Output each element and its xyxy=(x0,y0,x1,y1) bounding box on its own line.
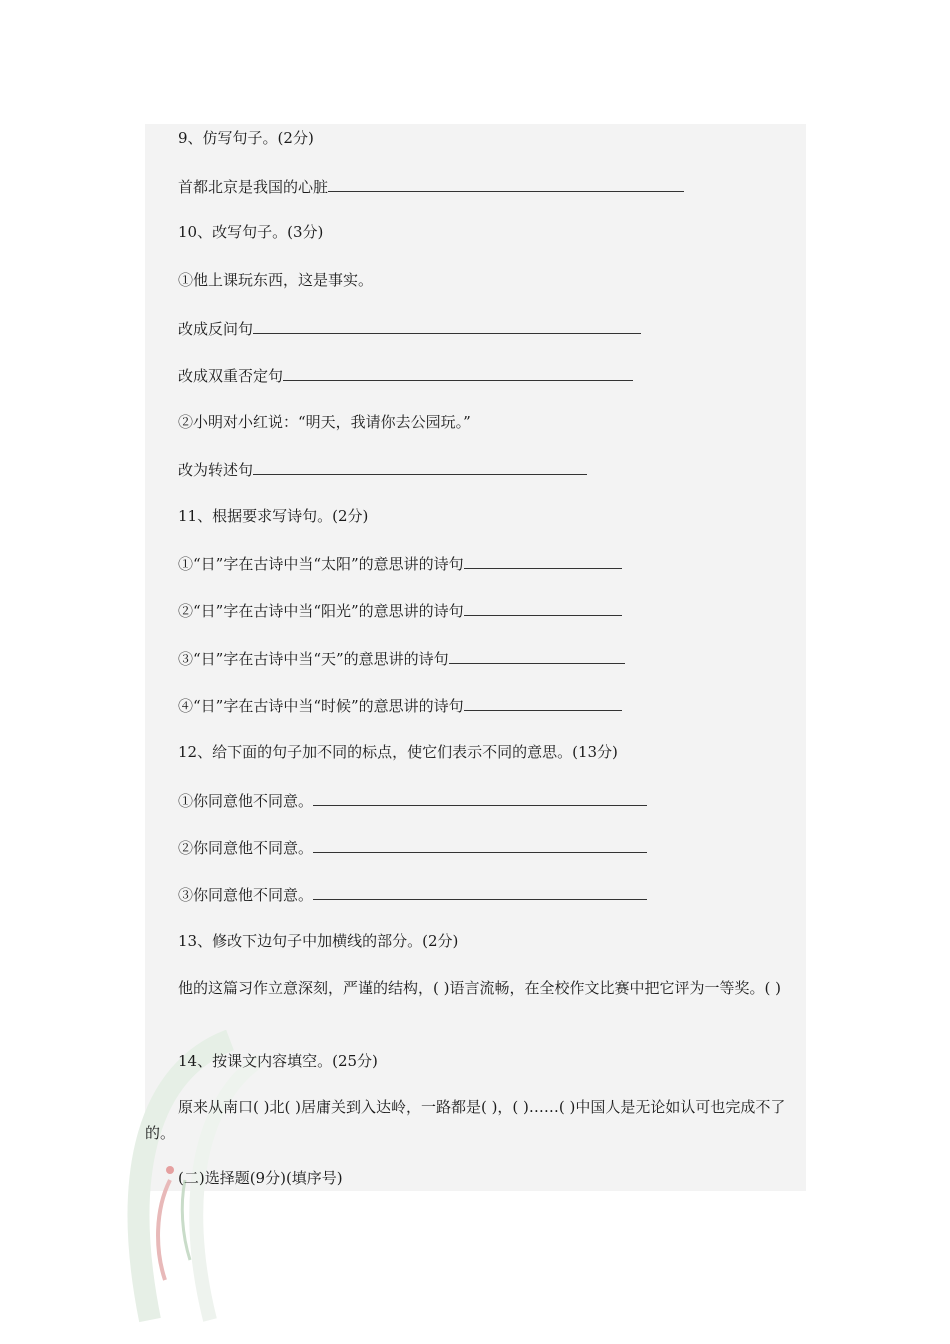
q9-answer-blank[interactable] xyxy=(328,176,684,192)
q12-item-1 xyxy=(178,790,647,811)
q12-item-1-text: ①你同意他不同意。 xyxy=(178,792,314,810)
q10-c-blank[interactable] xyxy=(253,459,587,475)
q10-b-line xyxy=(178,365,633,386)
q10-a-label: 改成反问句 xyxy=(178,320,254,338)
q11-item-2-text: ②“日”字在古诗中当“阳光”的意思讲的诗句 xyxy=(178,602,464,620)
q12-item-3-blank[interactable] xyxy=(313,884,647,900)
q9-prompt-line xyxy=(178,176,684,197)
q11-item-3-blank[interactable] xyxy=(449,648,625,664)
q10-title: 10、改写句子。(3分) xyxy=(178,223,324,241)
q11-item-1 xyxy=(178,553,622,574)
q12-item-3-text: ③你同意他不同意。 xyxy=(178,886,314,904)
q13-text: 他的这篇习作立意深刻，严谨的结构，( )语言流畅，在全校作文比赛中把它评为一等奖。( ) xyxy=(178,979,781,997)
q10-sentence-2: ②小明对小红说：“明天，我请你去公园玩。” xyxy=(178,413,471,431)
q10-b-blank[interactable] xyxy=(283,365,633,381)
q12-item-3 xyxy=(178,884,647,905)
q10-c-label: 改为转述句 xyxy=(178,461,254,479)
q12-item-2 xyxy=(178,837,647,858)
q14-title: 14、按课文内容填空。(25分) xyxy=(178,1052,378,1070)
q11-title: 11、根据要求写诗句。(2分) xyxy=(178,507,369,525)
q12-title: 12、给下面的句子加不同的标点，使它们表示不同的意思。(13分) xyxy=(178,743,618,761)
q10-sentence-1: ①他上课玩东西，这是事实。 xyxy=(178,271,374,289)
q10-b-label: 改成双重否定句 xyxy=(178,367,284,385)
q10-a-line xyxy=(178,318,641,339)
q9-prompt: 首都北京是我国的心脏 xyxy=(178,178,329,196)
q12-item-2-blank[interactable] xyxy=(313,837,647,853)
q11-item-4-text: ④“日”字在古诗中当“时候”的意思讲的诗句 xyxy=(178,697,464,715)
q11-item-4-blank[interactable] xyxy=(464,695,622,711)
q11-item-3-text: ③“日”字在古诗中当“天”的意思讲的诗句 xyxy=(178,650,449,668)
q11-item-2-blank[interactable] xyxy=(464,600,622,616)
q14-text: 原来从南口( )北( )居庸关到入达岭，一路都是( )，( )……( )中国人是无论如认可也完成不了的。 xyxy=(145,1098,786,1142)
q11-item-1-blank[interactable] xyxy=(464,553,622,569)
q11-item-3 xyxy=(178,648,625,669)
q10-a-blank[interactable] xyxy=(253,318,641,334)
q12-item-2-text: ②你同意他不同意。 xyxy=(178,839,314,857)
q11-item-2 xyxy=(178,600,622,621)
q11-item-4 xyxy=(178,695,622,716)
q10-c-line xyxy=(178,459,587,480)
q11-item-1-text: ①“日”字在古诗中当“太阳”的意思讲的诗句 xyxy=(178,555,464,573)
section2-title: (二)选择题(9分)(填序号) xyxy=(178,1169,343,1187)
q13-title: 13、修改下边句子中加横线的部分。(2分) xyxy=(178,932,459,950)
q12-item-1-blank[interactable] xyxy=(313,790,647,806)
q9-title: 9、仿写句子。(2分) xyxy=(178,129,314,147)
